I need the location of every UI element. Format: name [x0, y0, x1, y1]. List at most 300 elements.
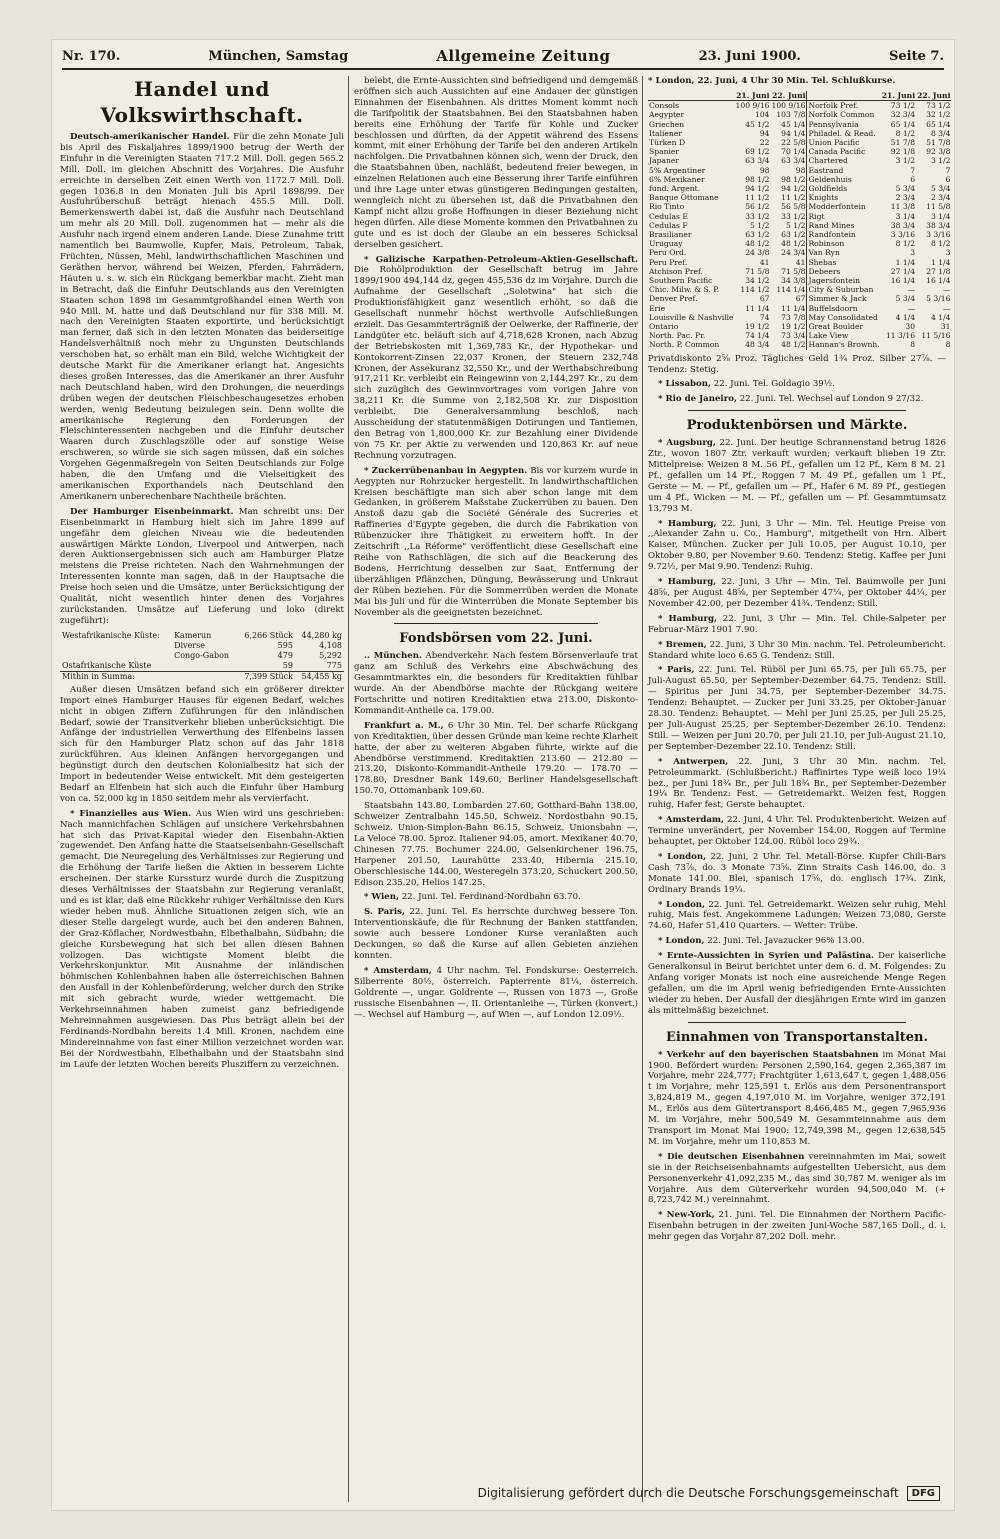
security-name: Modderfontein: [808, 202, 866, 212]
count-cell: 595: [277, 640, 293, 650]
price-today: 70 1/4: [781, 147, 806, 157]
column-1: [60, 76, 344, 1504]
price-prev: 3 1/2: [895, 156, 916, 166]
price-today: 56 5/8: [781, 202, 806, 212]
price-today: 34 3/8: [781, 275, 806, 285]
total-weight: 54,455 kg: [295, 671, 344, 682]
price-prev: 69 1/2: [745, 147, 770, 157]
price-today: 3 3/16: [926, 229, 951, 239]
report-text: 22. Juni. Tel. Wechsel auf London 9 27/32.: [739, 394, 924, 405]
price-prev: 65 1/4: [890, 119, 916, 129]
report: [648, 519, 946, 574]
bourse-report: [354, 721, 638, 797]
security-name: Banque Ottomane: [649, 193, 719, 203]
table-row: [648, 120, 951, 129]
price-prev: 24 3/8: [745, 248, 770, 258]
report-text: Staatsbahn 143.80, Lombarden 27.60, Gotthard-Bahn 138.00, Schweizer Zentralbahn 145.50, Schweiz. Nordostbahn 90.15, Schweiz. Union-Simplon-Bahn 86.15, Schweiz. Unionsbahn —, La Veloce 78.00. 5proz. Italiener 94.05, amort. Mexikaner 40.70, Chinesen 77.75. Bochumer 224.00, Gelsenkirchener 196.75, Harpener 201.50, Laurahütte 233.40, Hibernia 215.10, Oberschlesische 144.00, Westeregeln 373.20, Schuckert 200.50, Edison 235.20, Helios 147.25.: [354, 801, 638, 888]
price-today: 16 1/4: [926, 275, 951, 285]
article: [354, 466, 638, 619]
article: [60, 685, 344, 805]
article-text: Für die zehn Monate Juli bis April des Fiskaljahres 1899/1900 betrug der Werth der Einfuhr in die Vereinigten Staaten 717.2 Mill. Doll. gegen 565.2 Mill. Doll. im gleichen Abschnitt des Vorjahres. Die Ausfuhr erreichte in derselben Zeit einen Werth von 1172.7 Mill. Doll. gegen 1036.8 in den Monaten Juli bis April 1898/99. Der Ausfuhrüberschuß beträgt hienach 455.5 Mill. Doll. Bemerkenswerth dabei ist, daß die Ausfuhr nach Deutschland um mehr als 20 Mill. Doll. zugenommen hat — mehr als die Ausfuhr nach irgend einem anderen Lande. Diese Zunahme tritt namentlich bei Baumwolle, Kupfer, Mais, Petroleum, Tabak, Früchten, Nüssen, Mehl, landwirthschaftlichen Maschinen und Geräthen hervor, während bei Weizen, Pferden, Fahrrädern, Häuten u. s. w. sich ein Rückgang bemerkbar macht. Zieht man in Betracht, daß die Einfuhr Deutschlands aus den Vereinigten Staaten schon 1898 im Gesammtgroßhandel einen Werth von 940 Mill. M. hatte und daß Deutschland nur für 338 Mill. M. nach den Vereinigten Staaten exportirte, und berücksichtigt man ferner, daß sich in den letzten Monaten das beiderseitige Handelsverhältniß noch mehr zu Ungunsten Deutschlands verschoben hat, so erhält man ein Bild, welche Wichtigkeit der deutsche Markt für die Amerikaner erlangt hat. Angesichts dieses großen Interesses, das die Amerikaner an ihrer Ausfuhr nach Deutschland haben, wird den Drohungen, die neuerdings drüben wegen der deutschen Fleischbeschaugesetzes erhoben werden, wenig Bedeutung beizulegen sein. Denn wollte die amerikanische Regierung den Forderungen der Fleischinteressenten nachgeben und die Einfuhr deutscher Waaren durch Zuschlagszölle oder auf sonstige Weise erschweren, so würde sie sich sagen müssen, daß ein solches Vorgehen Gegenmaßregeln von Seiten Deutschlands zur Folge haben, die den Umfang und die Vielseitigkeit des amerikanischen Exporthandels nach Deutschland den Amerikanern unberechenbare Nachtheile brächten.: [60, 132, 344, 502]
article-head: * Galizische Karpathen-Petroleum-Aktien-Gesellschaft.: [364, 254, 638, 265]
price-today: 8 1/2: [930, 239, 951, 249]
report-head: * Die deutschen Eisenbahnen: [658, 1151, 805, 1162]
security-name: Denver Pref.: [649, 294, 698, 304]
article-head: Deutsch-amerikanischer Handel.: [70, 132, 230, 142]
report-head: * Amsterdam,: [658, 815, 725, 826]
price-today: 5 3/4: [930, 183, 951, 193]
price-today: 19 1/2: [781, 321, 806, 331]
report-text: 22. Juni, 3 Uhr — Min. Tel. Chile-Salpeter per Februar-März 1901 7.90.: [648, 613, 946, 635]
price-today: 27 1/8: [926, 266, 951, 276]
security-name: Türken D: [649, 137, 686, 147]
price-today: 73 3/4: [781, 331, 806, 341]
report-text: 22. Juni, 4 Uhr. Tel. Produktenbericht. Weizen auf Termine unverändert, per November 154.00, Roggen auf Termine behauptet, per Oktober 124.00. Rüböl loco 29¾.: [648, 815, 946, 848]
report-text: Der kaiserliche Generalkonsul in Beirut berichtet unter dem 6. d. M. Folgendes: Zu Anfang voriger Monats ist noch eine ausreichende Menge Regen gefallen, um die im April wenig befriedigenden Ernte-Aussichten wieder zu heben. Der Ausfall der diesjährigen Ernte wird im ganzen als mittelmäßig bezeichnet.: [648, 951, 946, 1016]
price-prev: 34 1/2: [745, 275, 770, 285]
section-title-bourse: Fondsbörsen vom 22. Juni.: [399, 631, 593, 647]
security-name: Aegypter: [649, 110, 685, 120]
report-head: * Hamburg,: [658, 518, 717, 529]
price-today: 5 1/2: [786, 220, 806, 230]
price-today: 63 1/2: [781, 229, 806, 239]
table-row: [648, 276, 951, 285]
security-name: Buffelsdoorn: [808, 303, 858, 313]
price-today: 11 1/2: [781, 193, 806, 203]
report: [648, 1152, 946, 1207]
article: [60, 809, 344, 1071]
divider: [394, 623, 598, 624]
report: [648, 936, 946, 947]
price-today: 3 1/4: [930, 211, 951, 221]
header-cell: [807, 91, 880, 101]
price-prev: 92 1/8: [890, 147, 916, 157]
report: [648, 815, 946, 848]
report-head: * Ernte-Aussichten in Syrien und Palästina.: [658, 951, 875, 962]
security-name: Norfolk Pref.: [808, 101, 859, 111]
price-prev: 104: [755, 110, 770, 120]
table-header-row: [648, 91, 951, 101]
article-head: * Zuckerrübenanbau in Aegypten.: [364, 465, 528, 476]
price-today: 98 1/2: [781, 174, 806, 184]
issue-date: 23. Juni 1900.: [698, 48, 801, 64]
price-prev: —: [907, 303, 916, 313]
security-name: Pennsylvania: [808, 119, 859, 129]
price-prev: 5 3/4: [895, 183, 916, 193]
security-name: Rigt: [808, 211, 825, 221]
header-cell: [648, 91, 735, 101]
security-name: Cedulas F: [649, 220, 688, 230]
count-cell: 479: [277, 650, 293, 660]
security-name: Italiener: [649, 128, 682, 138]
report-head: * London,: [658, 899, 706, 910]
price-today: 73 1/2: [926, 101, 951, 111]
table-row: [648, 221, 951, 230]
paper-name: Allgemeine Zeitung: [436, 47, 611, 65]
divider: [688, 1022, 906, 1023]
weight-cell: 775: [326, 660, 342, 670]
header-cell: 22. Juni: [772, 90, 806, 100]
table-row: [60, 651, 344, 661]
price-today: 7: [945, 165, 951, 175]
market-reports: [648, 438, 946, 1016]
report-head: * Hamburg,: [658, 577, 717, 588]
security-name: Spanier: [649, 147, 680, 157]
table-row: [648, 156, 951, 165]
newspaper-page: [52, 40, 954, 1510]
price-today: 94 1/2: [781, 183, 806, 193]
article-continuation: [354, 76, 638, 251]
price-prev: 74 1/4: [745, 331, 770, 341]
place-day: München, Samstag: [208, 48, 349, 64]
security-name: Simmer & Jack: [808, 294, 867, 304]
table-row: [648, 202, 951, 211]
table-row: [60, 661, 344, 672]
security-name: Knights: [808, 193, 839, 203]
column-3: [648, 76, 951, 1504]
price-today: 1 1/4: [930, 257, 951, 267]
issue-number: Nr. 170.: [62, 48, 121, 64]
price-today: 94 1/4: [781, 128, 806, 138]
report: [648, 577, 946, 610]
price-today: 31: [940, 321, 951, 331]
price-prev: 63 3/4: [745, 156, 770, 166]
section-title-markets: Produktenbörsen und Märkte.: [686, 418, 908, 434]
place-cell: [172, 661, 237, 672]
column-2: [354, 76, 638, 1504]
bourse-report: [354, 966, 638, 1021]
security-name: Chartered: [808, 156, 848, 166]
report-text: vereinnahmten im Mai, soweit sie in der Reichseisenbahnamts aufgestellten Uebersicht, aus dem Personenverkehr 41,092,235 M., das sind 30,787 M. weniger als im Vorjahre. Aus dem Güterverkehr wurden 94,500,040 M. (+ 8,723,742 M.) vereinnahmt.: [648, 1151, 946, 1206]
security-name: Peru Pref.: [649, 257, 688, 267]
article-text: Bis vor kurzem wurde in Aegypten nur Rohrzucker hergestellt. In landwirthschaftlichen Kreisen beschäftigte man sich aber schon lange mit dem Gedanken, in größerem Maßstabe Zuckerrüben zu bauen. Den Anstoß dazu gab die Société Générale des Sucreries et Raffineries d'Egypte gegeben, die durch die Fabrikation von Rübenzucker ihre Thätigkeit zu erweitern hofft. In der Zeitschrift ,,La Réforme" veröffentlicht diese Gesellschaft eine Reihe von Rathschlägen, die sich auf die Beackerung des Bodens, Herrichtung desselben zur Saat, Entfernung der überzähligen Pflänzchen, Düngung, Bewässerung und Unkraut der Rüben beziehen. Für die Sommerrüben werden die Monate Mai bis Juli und für die Winterrüben die Monate September bis November als die geeignetsten bezeichnet.: [354, 465, 638, 618]
price-prev: 8 1/2: [895, 128, 916, 138]
price-prev: 73 1/2: [890, 101, 916, 111]
place-cell: Diverse: [174, 640, 205, 650]
price-today: 98: [795, 165, 806, 175]
price-today: 67: [795, 294, 806, 304]
article-text: Außer diesen Umsätzen befand sich ein größerer direkter Import eines Hamburger Hauses für eigenen Bedarf, welches nicht in obigen Ziffern Zuführungen für den inländischen Bedarf, sowie der Transitverkehr blieben unberücksichtigt. Die Anfänge der industriellen Verwerthung des Elfenbeins lassen sich für den Hamburger Platz schon auf das Jahr 1818 zurückführen. Aus kleinen Anfängen hervorgegangen und begünstigt durch den deutschen Kolonialbesitz hat sich der Import in bedeutender Weise entwickelt. Mit dem gesteigerten Bedarf an Elfenbein hat sich auch die Einfuhr über Hamburg von ca. 52,000 kg in 1850 seitdem mehr als vervierfacht.: [60, 684, 344, 804]
price-prev: 63 1/2: [745, 229, 770, 239]
report-head: * Hamburg,: [658, 613, 718, 624]
divider: [688, 410, 906, 411]
article-head: * Finanzielles aus Wien.: [70, 808, 192, 819]
security-name: Union Pacific: [808, 137, 860, 147]
report: [648, 757, 946, 812]
price-prev: 32 3/4: [890, 110, 916, 120]
security-name: Van Ryn: [808, 248, 840, 258]
price-prev: 5 1/2: [750, 220, 770, 230]
price-prev: 11 1/4: [745, 303, 770, 313]
price-prev: 30: [905, 321, 916, 331]
security-name: Robinson: [808, 239, 845, 249]
security-name: Louisville & Nashville: [649, 312, 734, 322]
report-head: * London, 22. Juni, 4 Uhr 30 Min. Tel. Schlußkurse.: [648, 76, 896, 86]
security-name: Jagersfontein: [808, 275, 861, 285]
security-name: Debeers: [808, 266, 841, 276]
security-name: Eastrand: [808, 165, 844, 175]
price-prev: 11 1/2: [745, 193, 770, 203]
report-text: 22. Juni, 3 Uhr — Min. Tel. Heutige Preise von ,,Alexander Zahn u. Co., Hamburg", mitgetheilt von Hrn. Albert Kaiser, München. Zucker per Juli 10.05, per August 10.10, per Oktober 9.80, per November 9.60. Tendenz: Stetig. Kaffee per Juni 9.72½, per Mai 9.90. Tendenz: Ruhig.: [648, 518, 947, 573]
table-row: [648, 340, 951, 349]
price-prev: 16 1/4: [890, 275, 916, 285]
security-name: Goldfields: [808, 183, 848, 193]
report-head: * Verkehr auf den bayerischen Staatsbahnen: [658, 1049, 879, 1060]
price-today: 8: [945, 340, 951, 350]
security-name: Erie: [649, 303, 666, 313]
report-head: * Lissabon,: [658, 379, 712, 390]
place-cell: Congo-Gabon: [174, 650, 230, 660]
security-name: Ontario: [649, 321, 679, 331]
price-prev: 4 1/4: [895, 312, 916, 322]
price-prev: 5 3/4: [895, 294, 916, 304]
security-name: Consols: [649, 101, 680, 111]
price-today: 45 1/4: [781, 119, 806, 129]
security-name: Lake View: [808, 331, 849, 341]
price-prev: 71 5/8: [745, 266, 770, 276]
table-row: [648, 285, 951, 294]
security-name: North. Pac. Pr.: [649, 331, 706, 341]
report-head: * Paris,: [658, 665, 695, 676]
report-text: Privatdiskonto 2⅝ Proz. Tägliches Geld 1¾ Proz. Silber 27⅞. — Tendenz: Stetig.: [648, 353, 946, 375]
bourse-report: [354, 801, 638, 888]
price-prev: 98: [759, 165, 770, 175]
table-row: [648, 110, 951, 119]
security-name: Shebas: [808, 257, 837, 267]
security-name: City & Suburban: [808, 285, 874, 295]
price-prev: 27 1/4: [890, 266, 916, 276]
report-text: 6 Uhr 30 Min. Tel. Der scharfe Rückgang von Kreditaktien, über dessen Gründe man keine rechte Klarheit hatte, der aber zu weiteren Abgaben führte, wirkte auf die Abendbörse verstimmend. Kreditaktien 213.60 — 212.80 — 213.20, Diskonto-Kommandit-Antheile 179.20 — 178.70 — 178.80, Dresdner Bank 149.60, Berliner Handelsgesellschaft 150.70, Ottomanbank 109.60.: [354, 720, 639, 797]
table-row: [648, 313, 951, 322]
report: [648, 951, 946, 1016]
header-cell: 22. Juni: [917, 90, 951, 100]
report: [648, 852, 946, 896]
price-today: 65 1/4: [926, 119, 951, 129]
price-today: 48 1/2: [781, 239, 806, 249]
price-prev: 114 1/2: [740, 285, 770, 295]
price-today: 2 3/4: [930, 193, 951, 203]
table-row: [648, 138, 951, 147]
report-text: 22. Juni. Der heutige Schrannenstand betrug 1826 Ztr., wovon 1807 Ztr. verkauft wurden; verkauft blieben 19 Ztr. Mittelpreise: Weizen 8 M. 56 Pf., gefallen um 12 Pf., Kern 8 M. 21 Pf., gefallen um 14 Pf., Roggen 7 M. 49 Pf., gefallen um 1 Pf., Gerste — M. — Pf., gefallen um — Pf., Hafer 6 M. 89 Pf., gestiegen um 4 Pf., Wicken — M. — Pf., gefallen um — Pf. Gesammtumsatz 13,793 M.: [648, 438, 946, 514]
report-head: * Amsterdam,: [364, 965, 432, 976]
table-row: [60, 631, 344, 641]
weight-cell: 44,280 kg: [301, 630, 342, 640]
price-today: 5 3/16: [926, 294, 951, 304]
count-cell: 59: [282, 660, 293, 670]
price-prev: 3: [910, 248, 916, 258]
price-prev: 11 3/16: [885, 331, 916, 341]
article-text: Man schreibt uns: Der Eisenbeinmarkt in Hamburg hielt sich im Jahre 1899 auf ungefähr dem gleichen Niveau wie die bedeutenden auswärtigen Märkte London, Liverpool und Antwerpen, nach deren Auktionsergebnissen sich auch am Hamburger Platze meistens die Preise richteten. Nach den Wahrnehmungen der Interessenten konnte man sagen, daß in der Hauptsache die Preise hoch seien und die Umsätze, unter Berücksichtigung der Qualität, nicht wesentlich hinter denen des Vorjahres zurückstanden. Umsätze auf Lieferung und loko (direkt zugeführt):: [60, 506, 344, 626]
security-name: 6% Mexikaner: [649, 174, 705, 184]
report-text: 4 Uhr nachm. Tel. Fondskurse: Oesterreich. Silberrente 80½, österreich. Papierrente 81¼, österreich. Goldrente —, ungar. Goldrente —, Russen von 1873 —, Große russische Eisenbahnen —, II. Orientanleihe —, Türken (konvert.) —. Wechsel auf Hamburg —, auf Wien —, auf London 12.09½.: [354, 965, 638, 1020]
table-row: [648, 129, 951, 138]
security-name: Uruguay: [649, 239, 683, 249]
price-today: 24 3/4: [781, 248, 806, 258]
header-cell: 21. Juni: [881, 90, 916, 100]
count-cell: 6,266 Stück: [244, 630, 293, 640]
table-row: [648, 166, 951, 175]
price-today: 11 5/8: [926, 202, 951, 212]
table-row: [648, 239, 951, 248]
weight-cell: 5,292: [319, 650, 342, 660]
report-text: 22. Juni, 3 Uhr 30 Min. nachm. Tel. Petroleumbericht. Standard white loco 6.65 G. Tendenz: Still.: [648, 639, 946, 661]
security-name: Cedulas E: [649, 211, 688, 221]
price-prev: 1 1/4: [895, 257, 916, 267]
price-today: 4 1/4: [930, 312, 951, 322]
price-today: 100 9/16: [771, 101, 806, 111]
report: [648, 1210, 946, 1243]
report-head: * London,: [658, 851, 707, 862]
digitization-footer: [52, 1482, 954, 1504]
price-prev: 22: [759, 137, 770, 147]
report-text: 22. Juni, 2 Uhr. Tel. Metall-Börse. Kupfer Chili-Bars Cash 73⅞, do. 3 Monate 73⅝. Zinn Straits Cash 146.00, do. 3 Monate 141.00. Blei, spanisch 17⅝, do. englisch 17¾. Zink, Ordinary Brands 19¼.: [648, 851, 946, 895]
column-rule: [642, 76, 643, 1502]
price-prev: 45 1/2: [745, 119, 770, 129]
price-today: 41: [795, 257, 806, 267]
price-today: 103 7/8: [776, 110, 806, 120]
table-row: [648, 175, 951, 184]
security-name: Griechen: [649, 119, 685, 129]
total-count: 7,399 Stück: [237, 671, 295, 682]
price-today: 51 7/8: [926, 137, 951, 147]
security-name: Great Boulder: [808, 321, 864, 331]
price-today: 48 1/2: [781, 340, 806, 350]
price-prev: 3 3/16: [890, 229, 916, 239]
price-prev: 41: [759, 257, 770, 267]
security-name: May Consolidated: [808, 312, 878, 322]
london-footnote: [648, 354, 946, 376]
table-row: [648, 304, 951, 313]
report-head: * Bremen,: [658, 639, 707, 650]
short-report: [648, 394, 946, 405]
article-text: Die Rohölproduktion der Gesellschaft betrug im Jahre 1899/1900 494,144 dz, gegen 455,536 dz im Vorjahre. Durch die Aufnahme der Gesellschaft ,,Solotwina" hat sich die Produktionsfähigkeit ganz wesentlich erhöht, so daß die Gesellschaft nunmehr höchst werthvolle Aufschließungen erzielt. Das Gesammterträgniß der Oelwerke, der Raffinerie, der Landgüter etc. beläuft sich auf 4,718,628 Kronen, nach Abzug der Betriebskosten mit 1,369,783 Kr., der Hypothekar- und Kontokorrent-Zinsen 22,037 Kronen, der Steuern 232,748 Kronen, der Assekuranz 32,550 Kr., und der Werthabschreibung 917,211 Kr. verbleibt ein Reingewinn von 2,144,297 Kr., zu dem sich zuzüglich des Gewinnvortrages vom vorigen Jahre von 38,211 Kr. die Summe von 2,182,508 Kr. zur Disposition verbleibt. Die Generalversammlung beschloß, nach Ausscheidung der statutenmäßigen Dotirungen und Tantiemen, den Betrag von 1,800,000 Kr. zur Bezahlung einer Dividende von 75 Kr. per Aktie zu verwenden und 120,863 Kr. auf neue Rechnung vorzutragen.: [354, 265, 638, 461]
price-today: 114 1/4: [776, 285, 806, 295]
report-head: S. Paris,: [364, 907, 405, 918]
report-head: * Augsburg,: [658, 438, 716, 449]
london-stock-table: [648, 91, 951, 350]
bourse-report: [354, 907, 638, 962]
price-prev: 2 3/4: [895, 193, 916, 203]
report-text: 22. Juni, 3 Uhr — Min. Tel. Baumwolle per Juni 48⅝, per August 48⅝, per September 47¼, per Oktober 44¼, per November 42.00, per Dezember 41¾. Tendenz: Still.: [648, 577, 946, 609]
security-name: Southern Pacific: [649, 275, 713, 285]
bourse-report: [354, 892, 638, 903]
table-row: [648, 212, 951, 221]
price-today: 63 3/4: [781, 156, 806, 166]
price-prev: —: [907, 285, 916, 295]
price-prev: 8 1/2: [895, 239, 916, 249]
price-today: 3: [945, 248, 951, 258]
price-prev: 94 1/2: [745, 183, 770, 193]
price-prev: 19 1/2: [745, 321, 770, 331]
table-row: [648, 322, 951, 331]
table-row: [648, 184, 951, 193]
bourse-report: [354, 651, 638, 716]
report: [648, 640, 946, 662]
ivory-table: [60, 631, 344, 682]
report: [648, 438, 946, 514]
table-total-row: [60, 671, 344, 682]
article-text: belebt, die Ernte-Aussichten sind befriedigend und demgemäß eröffnen sich auch Aussichten auf eine Andauer der günstigen Einnahmen der Eisenbahnen. Als drittes Moment kommt noch die Tarifpolitik der Staatsbahnen. Bei den Staatsbahnen haben bereits eine Erhöhung der Tarife für Kohle und Zucker beschlossen und dürften, da der Appetit während des Essens kommt, mit einer Erhöhung der Tarife bei den anderen Artikeln nachfolgen. Die Privatbahnen können sich, wenn der Druck, den die Staatsbahnen üben, nachläßt, bedeutend freier bewegen, in einzelnen Relationen auch eine Besserung ihrer Tarife einführen und ihre Lage unter etwas günstigeren Bedingungen gestalten, wenngleich nicht zu übersehen ist, daß die Privatbahnen den Kampf nicht allzu große Hoffnungen in dieser Beziehung nicht hegen dürfen. Alle diese Momente kommen den Privatbahnen zu gute und es ist doch der Glaube an ein besseres Schicksal derselben gesichert.: [354, 76, 638, 250]
section-title-trade: Handel und Volkswirthschaft.: [100, 77, 304, 127]
security-name: Canada Pacific: [808, 147, 866, 157]
price-today: 32 1/2: [926, 110, 951, 120]
price-today: 33 1/2: [781, 211, 806, 221]
price-prev: 67: [759, 294, 770, 304]
table-row: [648, 230, 951, 239]
table-row: [648, 101, 951, 111]
page-number: Seite 7.: [889, 48, 944, 64]
table-row: [648, 267, 951, 276]
security-name: Atchison Pref.: [649, 266, 703, 276]
article: [60, 507, 344, 627]
table-row: [60, 641, 344, 651]
security-name: fund. Argent.: [649, 183, 701, 193]
region-cell: Ostafrikanische Küste: [62, 660, 152, 670]
price-prev: 100 9/16: [735, 101, 770, 111]
report-head: .. München.: [364, 651, 422, 662]
weight-cell: 4,108: [319, 640, 342, 650]
report: [648, 1050, 946, 1148]
security-name: Chic. Milw. & S. P.: [649, 285, 720, 295]
report-text: 22. Juni. Tel. Ferdinand-Nordbahn 63.70.: [401, 892, 581, 903]
security-name: Rand Mines: [808, 220, 855, 230]
report-text: 21. Juni. Tel. Die Einnahmen der Northern Pacific-Eisenbahn betrugen in der zweiten Juni-Woche 587,165 Doll., d. i. mehr gegen das Vorjahr 87,202 Doll. mehr.: [648, 1210, 947, 1243]
report-text: 22. Juni, 3 Uhr 30 Min. nachm. Tel. Petroleummarkt. (Schlußbericht.) Raffinirtes Type weiß loco 19¼ bez., per Juni 18¾ Br., per Juli 18¾ Br., per September-Dezember 19¼ Br. Tendenz: Fest. — Getreidemarkt. Weizen fest, Roggen ruhig, Hafer fest, Gerste behauptet.: [648, 756, 947, 811]
price-today: 11 1/4: [781, 303, 806, 313]
table-row: [648, 147, 951, 156]
report-text: 22. Juni. Tel. Goldagio 39½.: [713, 379, 835, 390]
report: [648, 665, 946, 752]
security-name: Norfolk Common: [808, 110, 875, 120]
price-today: 11 5/16: [921, 331, 951, 341]
table-row: [648, 294, 951, 303]
security-name: Brasilianer: [649, 229, 692, 239]
report-head: * New-York,: [658, 1210, 715, 1221]
total-label: Mithin in Summa:: [60, 671, 237, 682]
price-today: 6: [945, 174, 951, 184]
report-head: * London,: [658, 936, 705, 947]
security-name: Randfontein: [808, 229, 856, 239]
region-cell: Westafrikanische Küste:: [62, 630, 160, 640]
place-cell: Kamerun: [174, 630, 212, 640]
region-cell: [60, 651, 172, 661]
report: [648, 900, 946, 933]
price-today: —: [942, 285, 951, 295]
transport-reports: [648, 1050, 946, 1243]
security-name: Peru Ord.: [649, 248, 687, 258]
security-name: 5% Argentiner: [649, 165, 706, 175]
region-cell: [60, 641, 172, 651]
price-prev: 48 1/2: [745, 239, 770, 249]
security-name: Rio Tinto: [649, 202, 685, 212]
report-head: * Antwerpen,: [658, 756, 729, 767]
table-row: [648, 331, 951, 340]
price-prev: 51 7/8: [890, 137, 916, 147]
price-prev: 74: [759, 312, 770, 322]
price-today: —: [942, 303, 951, 313]
report-text: 22. Juni. Tel. Es herrschte durchweg bessere Ton. Interventionskäufe, die für Rechnung der Banken stattfanden, sowie auch bessere Londoner Kurse veranlaßten auch Deckungen, so daß die Kurse auf allen Gebieten anziehen konnten.: [354, 907, 639, 961]
price-today: 38 3/4: [926, 220, 951, 230]
report-text: Abendverkehr. Nach festem Börsenverlaufe trat ganz am Schluß des Verkehrs eine Abschwächung des Gesammtmarktes ein, die besonders für Kreditaktien fühlbar wurde. An der Abendbörse machte der Rückgang weitere Fortschritte und notiren Kreditaktien etwa 213.00, Diskonto-Kommandit-Antheile ca. 179.00.: [354, 651, 638, 716]
price-prev: 94: [759, 128, 770, 138]
section-title-transport: Einnahmen von Transportanstalten.: [665, 1029, 929, 1045]
report: [648, 614, 946, 636]
report-text: 22. Juni. Tel. Getreidemarkt. Weizen sehr ruhig, Mehl ruhig, Mais fest. Angekommene Ladungen: Weizen 73,080, Gerste 74.60, Hafer 51,410 Quarters. — Wetter: Trübe.: [648, 899, 946, 932]
masthead: [62, 44, 944, 70]
price-prev: 8: [910, 340, 916, 350]
security-name: Philadel. & Read.: [808, 128, 876, 138]
credit-text: Digitalisierung gefördert durch die Deutsche Forschungsgemeinschaft: [477, 1486, 899, 1500]
